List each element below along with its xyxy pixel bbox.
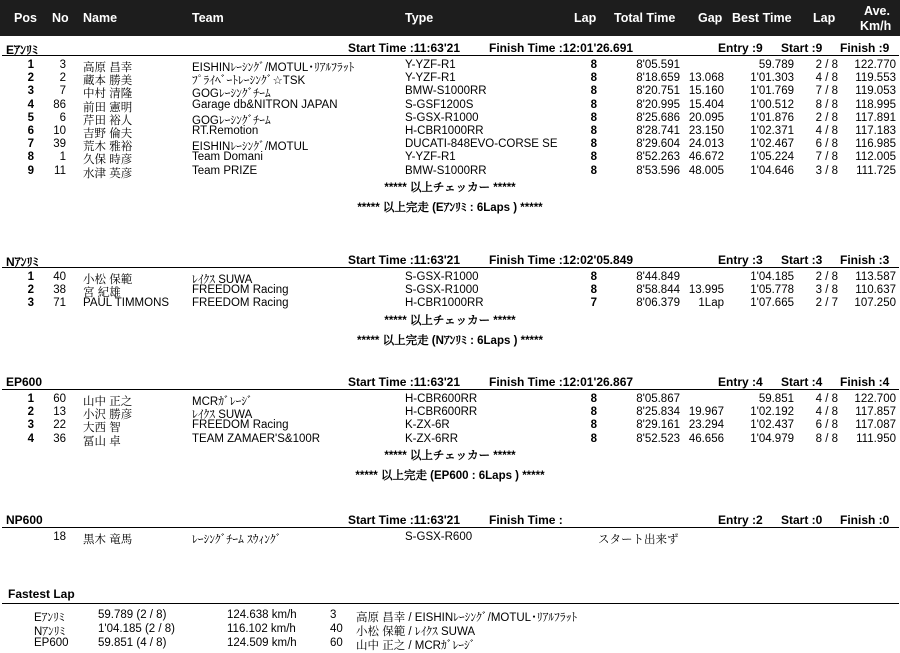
cell-total: 8'05.867 (636, 393, 680, 405)
col-gap: Gap (698, 11, 723, 25)
start-time: Start Time :11:63'21 (348, 41, 461, 55)
cell-gap: 24.013 (688, 138, 724, 151)
cell-total: 8'29.604 (636, 138, 680, 151)
cell-team: ﾌﾟﾗｲﾍﾞｰﾄﾚｰｼﾝｸﾞ☆TSK (192, 75, 306, 88)
cell-name: 宮 紀雄 (83, 287, 121, 300)
result-row (0, 85, 900, 99)
cell-best: 1'02.467 (750, 138, 794, 151)
cell-blap: 4 / 8 (815, 406, 838, 419)
cell-best: 1'04.646 (750, 164, 794, 177)
finish-time: Finish Time :12:01'26.691 (489, 41, 634, 55)
cell-type: Y-YZF-R1 (405, 59, 456, 71)
cell-pos: 2 (27, 406, 34, 419)
result-row (0, 297, 900, 311)
cell-best: 1'07.665 (750, 297, 794, 310)
cell-total: 8'52.263 (636, 151, 680, 164)
cell-blap: 2 / 8 (815, 111, 838, 124)
cell-team: RT.Remotion (192, 125, 259, 137)
finish-count: Finish :4 (840, 375, 890, 389)
cell-gap: 1Lap (698, 297, 724, 310)
cell-type: Y-YZF-R1 (405, 72, 456, 85)
col-no: No (52, 11, 69, 25)
start-count: Start :3 (781, 253, 823, 267)
fastest-no: 3 (330, 609, 337, 621)
cell-gap: 19.967 (688, 406, 724, 419)
class-header (0, 512, 900, 528)
cell-lap: 8 (590, 98, 597, 111)
cell-type: H-CBR600RR (405, 393, 478, 405)
finish-time: Finish Time :12:01'26.867 (489, 375, 634, 389)
class-header (0, 252, 900, 268)
cell-type: BMW-S1000RR (405, 85, 487, 98)
cell-blap: 7 / 8 (815, 151, 838, 164)
cell-no: 13 (53, 406, 66, 419)
cell-type: DUCATI-848EVO-CORSE SE (405, 138, 558, 151)
cell-type: S-GSX-R1000 (405, 271, 479, 283)
class-header (0, 40, 900, 56)
cell-pos: 1 (27, 59, 34, 71)
cell-ave: 117.891 (855, 111, 896, 124)
cell-blap: 8 / 8 (815, 432, 838, 445)
result-row (0, 59, 900, 73)
cell-team: FREEDOM Racing (192, 297, 289, 310)
cell-best: 1'02.192 (750, 406, 794, 419)
cell-no: 18 (53, 531, 66, 543)
fastest-no: 60 (330, 637, 343, 649)
finish-count: Finish :0 (840, 513, 890, 527)
cell-name: 吉野 倫夫 (83, 128, 133, 140)
cell-pos: 5 (27, 111, 34, 124)
cell-name: 小松 保範 (83, 274, 133, 286)
checker-note: ***** 以上チェッカー ***** (384, 449, 516, 462)
cell-total: 8'06.379 (636, 297, 680, 310)
result-row (0, 165, 900, 179)
cell-team: GOGﾚｰｼﾝｸﾞﾁｰﾑ (192, 114, 271, 127)
fastest-rider: 高原 昌幸 / EISHINﾚｰｼﾝｸﾞ/MOTUL･ﾘｱﾙﾌﾗｯﾄ (356, 612, 578, 624)
cell-gap: 20.095 (688, 111, 724, 124)
cell-gap: 23.150 (688, 125, 724, 137)
cell-team: ﾚｰｼﾝｸﾞﾁｰﾑ ｽｳｨﾝｸﾞ (192, 534, 282, 546)
cell-gap: 23.294 (688, 419, 724, 432)
cell-blap: 3 / 8 (815, 164, 838, 177)
section-rule (2, 527, 899, 528)
cell-no: 2 (59, 72, 66, 85)
cell-pos: 1 (27, 393, 34, 405)
col-lap: Lap (574, 11, 597, 25)
cell-best: 1'05.224 (750, 151, 794, 164)
cell-name: 水津 英彦 (83, 167, 133, 180)
cell-type: S-GSX-R600 (405, 531, 473, 543)
cell-team: EISHINﾚｰｼﾝｸﾞ/MOTUL (192, 141, 309, 154)
cell-total: スタート出来ず (598, 534, 679, 546)
cell-team: EISHINﾚｰｼﾝｸﾞ/MOTUL･ﾘｱﾙﾌﾗｯﾄ (192, 62, 355, 74)
class-name: NP600 (6, 513, 43, 527)
cell-best: 1'01.876 (750, 111, 794, 124)
cell-no: 10 (53, 125, 66, 137)
fastest-speed: 116.102 km/h (227, 623, 296, 635)
cell-total: 8'28.741 (636, 125, 680, 137)
cell-team: Team PRIZE (192, 164, 258, 177)
result-row (0, 433, 900, 447)
cell-lap: 8 (590, 406, 597, 419)
cell-name: 蔵本 勝美 (83, 75, 133, 88)
result-row (0, 125, 900, 139)
cell-lap: 8 (590, 419, 597, 432)
col-type: Type (405, 11, 434, 25)
fastest-class: EP600 (34, 637, 69, 649)
cell-team: ﾚｲｸｽ SUWA (192, 409, 253, 422)
cell-blap: 4 / 8 (815, 125, 838, 137)
cell-pos: 1 (27, 271, 34, 283)
cell-ave: 122.700 (854, 393, 896, 405)
cell-no: 6 (59, 111, 66, 124)
cell-ave: 119.053 (855, 85, 896, 98)
cell-pos: 4 (27, 98, 34, 111)
entry-count: Entry :4 (718, 375, 763, 389)
start-count: Start :4 (781, 375, 823, 389)
cell-pos: 3 (27, 297, 34, 310)
cell-type: K-ZX-6RR (405, 432, 459, 445)
cell-type: K-ZX-6R (405, 419, 450, 432)
cell-pos: 9 (27, 164, 34, 177)
section-rule (2, 55, 899, 56)
cell-ave: 116.985 (855, 138, 896, 151)
cell-pos: 7 (27, 138, 34, 151)
cell-gap: 13.068 (688, 72, 724, 85)
cell-best: 1'02.437 (750, 419, 794, 432)
cell-no: 71 (53, 297, 66, 310)
cell-type: H-CBR1000RR (405, 125, 484, 137)
complete-note: ***** 以上完走 (EP600 : 6Laps ) ***** (355, 469, 545, 482)
result-row (0, 284, 900, 298)
cell-blap: 6 / 8 (815, 138, 838, 151)
finish-time: Finish Time :12:02'05.849 (489, 253, 634, 267)
cell-no: 60 (53, 393, 66, 405)
cell-pos: 4 (27, 432, 34, 445)
cell-blap: 4 / 8 (815, 393, 838, 405)
entry-count: Entry :2 (718, 513, 763, 527)
fastest-speed: 124.638 km/h (227, 609, 297, 621)
cell-type: BMW-S1000RR (405, 164, 487, 177)
col-ave: Ave. (864, 4, 890, 18)
fastest-class: Nｱﾝﾘﾐ (34, 626, 66, 638)
cell-best: 1'01.303 (750, 72, 794, 85)
finish-count: Finish :3 (840, 253, 890, 267)
checker-note: ***** 以上チェッカー ***** (384, 181, 516, 194)
cell-blap: 2 / 7 (815, 297, 838, 310)
cell-gap: 15.160 (688, 85, 724, 98)
cell-pos: 2 (27, 284, 34, 297)
result-row (0, 271, 900, 285)
cell-team: Garage db&NITRON JAPAN (192, 98, 338, 111)
cell-gap: 48.005 (688, 164, 724, 177)
cell-best: 1'04.979 (750, 432, 794, 445)
cell-ave: 119.553 (855, 72, 896, 85)
cell-no: 11 (54, 164, 66, 177)
col-total-time: Total Time (614, 11, 676, 25)
cell-blap: 7 / 8 (815, 85, 838, 98)
cell-name: 山中 正之 (83, 396, 133, 408)
fastest-no: 40 (330, 623, 343, 635)
cell-lap: 8 (590, 151, 597, 164)
cell-no: 39 (53, 138, 66, 151)
fastest-rider: 山中 正之 / MCRｶﾞﾚｰｼﾞ (356, 640, 476, 652)
cell-no: 38 (53, 284, 66, 297)
cell-type: Y-YZF-R1 (405, 151, 456, 164)
cell-best: 1'05.778 (750, 284, 794, 297)
cell-name: PAUL TIMMONS (83, 297, 170, 310)
cell-blap: 4 / 8 (815, 72, 838, 85)
result-row (0, 419, 900, 433)
cell-lap: 8 (590, 432, 597, 445)
cell-no: 7 (59, 85, 66, 98)
cell-ave: 111.950 (856, 432, 896, 445)
cell-blap: 2 / 8 (815, 59, 838, 71)
result-row (0, 393, 900, 407)
result-row (0, 531, 900, 545)
cell-lap: 8 (590, 85, 597, 98)
cell-ave: 117.183 (855, 125, 896, 137)
cell-name: 大西 智 (83, 422, 121, 435)
fastest-time: 59.851 (4 / 8) (98, 637, 167, 649)
cell-ave: 112.005 (855, 151, 896, 164)
cell-name: 冨山 卓 (83, 435, 121, 448)
cell-total: 8'25.686 (636, 111, 680, 124)
cell-ave: 122.770 (854, 59, 896, 71)
col-best-time: Best Time (732, 11, 792, 25)
section-rule (2, 389, 899, 390)
cell-ave: 107.250 (854, 297, 896, 310)
cell-total: 8'20.995 (636, 98, 680, 111)
cell-pos: 6 (27, 125, 34, 137)
cell-team: GOGﾚｰｼﾝｸﾞﾁｰﾑ (192, 88, 271, 101)
col-team: Team (192, 11, 224, 25)
col-name: Name (83, 11, 118, 25)
cell-lap: 8 (590, 271, 597, 283)
cell-name: 前田 憲明 (83, 101, 133, 114)
complete-note: ***** 以上完走 (Eｱﾝﾘﾐ : 6Laps ) ***** (357, 201, 543, 214)
cell-pos: 8 (27, 151, 34, 164)
cell-lap: 8 (590, 59, 597, 71)
class-name: EP600 (6, 375, 43, 389)
entry-count: Entry :9 (718, 41, 763, 55)
cell-no: 86 (53, 98, 66, 111)
result-row (0, 112, 900, 126)
cell-lap: 8 (590, 164, 597, 177)
start-time: Start Time :11:63'21 (348, 375, 461, 389)
cell-blap: 2 / 8 (815, 271, 838, 283)
cell-gap: 13.995 (688, 284, 724, 297)
cell-no: 22 (53, 419, 66, 432)
fastest-time: 1'04.185 (2 / 8) (98, 623, 175, 635)
col-pos: Pos (14, 11, 37, 25)
cell-name: 高原 昌幸 (83, 62, 133, 74)
cell-name: 久保 時彦 (83, 154, 133, 167)
fastest-lap-title: Fastest Lap (8, 587, 75, 601)
cell-best: 1'04.185 (750, 271, 794, 283)
cell-name: 小沢 勝彦 (83, 409, 133, 422)
cell-team: FREEDOM Racing (192, 419, 289, 432)
result-row (0, 406, 900, 420)
cell-lap: 8 (590, 393, 597, 405)
cell-best: 1'01.769 (750, 85, 794, 98)
fastest-time: 59.789 (2 / 8) (98, 609, 167, 621)
cell-best: 1'00.512 (750, 98, 794, 111)
col-kmh: Km/h (860, 19, 892, 33)
complete-note: ***** 以上完走 (Nｱﾝﾘﾐ : 6Laps ) ***** (357, 334, 543, 347)
cell-team: ﾚｲｸｽ SUWA (192, 274, 253, 286)
cell-team: MCRｶﾞﾚｰｼﾞ (192, 396, 253, 408)
fastest-lap-row (0, 637, 900, 651)
result-row (0, 151, 900, 165)
cell-team: TEAM ZAMAER'S&100R (192, 432, 321, 445)
cell-name: 芹田 裕人 (83, 114, 133, 127)
cell-no: 1 (59, 151, 66, 164)
column-header-bar (0, 0, 900, 36)
result-row (0, 99, 900, 113)
cell-pos: 3 (27, 419, 34, 432)
cell-lap: 8 (590, 72, 597, 85)
cell-gap: 46.672 (688, 151, 724, 164)
cell-lap: 8 (590, 125, 597, 137)
cell-no: 40 (53, 271, 66, 283)
cell-type: S-GSF1200S (405, 98, 474, 111)
cell-type: S-GSX-R1000 (405, 284, 479, 297)
cell-total: 8'58.844 (636, 284, 680, 297)
cell-total: 8'52.523 (636, 432, 680, 445)
cell-ave: 117.087 (855, 419, 896, 432)
cell-team: Team Domani (192, 151, 263, 164)
start-count: Start :9 (781, 41, 823, 55)
fastest-lap-row (0, 609, 900, 623)
fastest-lap-row (0, 623, 900, 637)
cell-total: 8'29.161 (636, 419, 680, 432)
cell-gap: 46.656 (688, 432, 724, 445)
cell-best: 59.851 (758, 393, 794, 405)
cell-ave: 113.587 (855, 271, 896, 283)
class-name: Nｱﾝﾘﾐ (6, 255, 39, 269)
cell-best: 59.789 (758, 59, 794, 71)
cell-name: 中村 清隆 (83, 88, 133, 101)
finish-count: Finish :9 (840, 41, 890, 55)
checker-note: ***** 以上チェッカー ***** (384, 314, 516, 327)
entry-count: Entry :3 (718, 253, 763, 267)
cell-no: 3 (59, 59, 66, 71)
cell-total: 8'20.751 (636, 85, 680, 98)
fastest-class: Eｱﾝﾘﾐ (34, 612, 65, 624)
cell-ave: 110.637 (855, 284, 896, 297)
cell-blap: 6 / 8 (815, 419, 838, 432)
cell-lap: 8 (590, 284, 597, 297)
cell-ave: 117.857 (855, 406, 896, 419)
cell-type: H-CBR1000RR (405, 297, 484, 310)
cell-blap: 8 / 8 (815, 98, 838, 111)
class-name: Eｱﾝﾘﾐ (6, 43, 39, 57)
cell-name: 黒木 竜馬 (83, 534, 133, 546)
cell-total: 8'44.849 (636, 271, 680, 283)
cell-team: FREEDOM Racing (192, 284, 289, 297)
finish-time: Finish Time : (489, 513, 563, 527)
cell-best: 1'02.371 (750, 125, 794, 137)
cell-total: 8'18.659 (636, 72, 680, 85)
cell-lap: 8 (590, 138, 597, 151)
start-count: Start :0 (781, 513, 823, 527)
result-row (0, 72, 900, 86)
cell-gap: 15.404 (688, 98, 724, 111)
cell-type: H-CBR600RR (405, 406, 478, 419)
class-header (0, 374, 900, 390)
start-time: Start Time :11:63'21 (348, 253, 461, 267)
cell-ave: 111.725 (856, 164, 896, 177)
cell-lap: 7 (590, 297, 597, 310)
fastest-speed: 124.509 km/h (227, 637, 297, 649)
cell-total: 8'53.596 (636, 164, 680, 177)
result-row (0, 138, 900, 152)
cell-pos: 3 (27, 85, 34, 98)
cell-ave: 118.995 (855, 98, 896, 111)
cell-total: 8'25.834 (636, 406, 680, 419)
cell-pos: 2 (27, 72, 34, 85)
fastest-rider: 小松 保範 / ﾚｲｸｽ SUWA (356, 626, 476, 638)
col-best-lap: Lap (813, 11, 836, 25)
cell-no: 36 (53, 432, 66, 445)
cell-type: S-GSX-R1000 (405, 111, 479, 124)
section-rule (2, 267, 899, 268)
cell-blap: 3 / 8 (815, 284, 838, 297)
cell-total: 8'05.591 (636, 59, 680, 71)
start-time: Start Time :11:63'21 (348, 513, 461, 527)
cell-name: 荒木 雅裕 (83, 141, 133, 154)
fastest-lap-rule (2, 603, 899, 604)
cell-lap: 8 (590, 111, 597, 124)
